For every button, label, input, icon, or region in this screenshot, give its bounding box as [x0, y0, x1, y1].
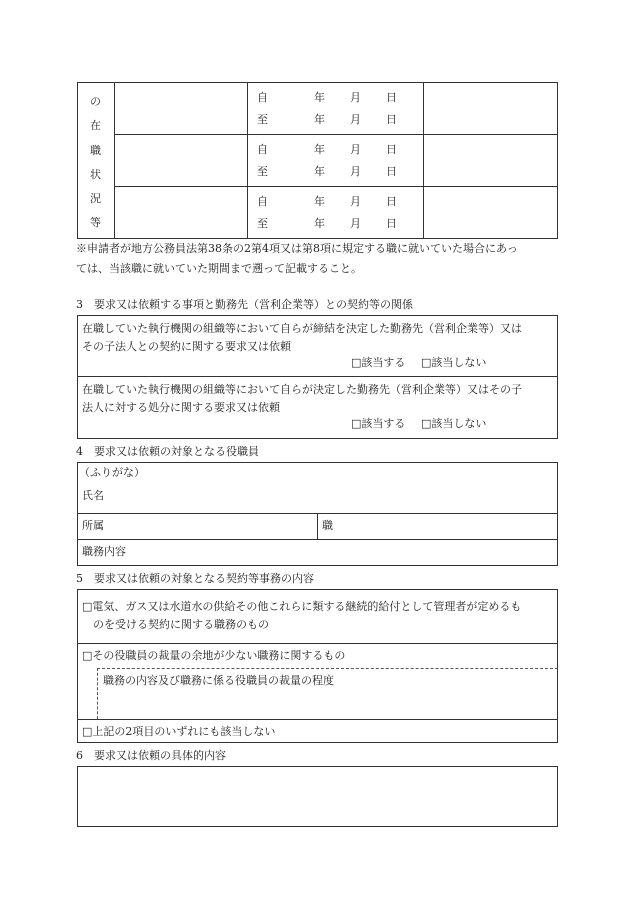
note-line: ては、当該職に就いていた期間まで遡って記載すること。 [76, 262, 362, 275]
from-day: 日 [386, 91, 397, 104]
from-month: 月 [350, 91, 361, 104]
from-day: 日 [386, 195, 397, 208]
utility-contract-text: のを受ける契約に関する職務のもの [93, 618, 269, 631]
contract-item-text: その子法人との契約に関する要求又は依頼 [82, 340, 291, 353]
to-year: 年 [314, 113, 325, 126]
to-year: 年 [314, 217, 325, 230]
vertical-label-char: 状 [90, 168, 101, 181]
section-4-title: 4 要求又は依頼の対象となる役職員 [76, 445, 259, 458]
name-label: 氏名 [82, 489, 104, 502]
duties-label: 職務内容 [82, 545, 126, 558]
affiliation-label: 所属 [82, 519, 104, 532]
to-day: 日 [386, 113, 397, 126]
to-month: 月 [350, 217, 361, 230]
vertical-label-char: 在 [90, 119, 101, 132]
from-label: 自 [257, 143, 268, 156]
furigana-label: （ふりがな） [79, 466, 145, 479]
table-col-divider [114, 82, 115, 239]
detail-box-border [97, 668, 558, 669]
from-label: 自 [257, 91, 268, 104]
section-6-title: 6 要求又は依頼の具体的内容 [76, 749, 226, 762]
from-label: 自 [257, 195, 268, 208]
from-month: 月 [350, 195, 361, 208]
specific-content-field[interactable] [77, 766, 558, 827]
note-line: ※申請者が地方公務員法第38条の2第4項又は第8項に規定する職に就いていた場合にあっ [76, 242, 518, 255]
table-col-divider [247, 82, 248, 239]
from-year: 年 [314, 143, 325, 156]
table-row-divider [114, 134, 558, 135]
to-day: 日 [386, 165, 397, 178]
detail-box-border [97, 668, 98, 719]
table-row-divider [77, 539, 558, 540]
to-label: 至 [257, 165, 268, 178]
position-label: 職 [322, 519, 333, 532]
table-col-divider [317, 513, 318, 539]
not-applies-checkbox[interactable]: □該当しない [421, 417, 487, 430]
from-month: 月 [350, 143, 361, 156]
duties-discretion-label: 職務の内容及び職務に係る役職員の裁量の程度 [103, 674, 334, 687]
table-row-divider [114, 186, 558, 187]
utility-contract-checkbox[interactable]: □電気、ガス又は水道水の供給その他これらに類する継続的給付として管理者が定めるも [82, 600, 522, 613]
from-year: 年 [314, 91, 325, 104]
applies-checkbox[interactable]: □該当する [351, 356, 406, 369]
vertical-label-char: 等 [90, 216, 101, 229]
low-discretion-checkbox[interactable]: □その役職員の裁量の余地が少ない職務に関するもの [82, 649, 346, 662]
vertical-label-char: 職 [90, 144, 101, 157]
to-year: 年 [314, 165, 325, 178]
disposition-item-text: 法人に対する処分に関する要求又は依頼 [82, 401, 280, 414]
none-applies-checkbox[interactable]: □上記の2項目のいずれにも該当しない [82, 725, 276, 738]
disposition-item-text: 在職していた執行機関の組織等において自らが決定した勤務先（営利企業等）又はその子 [82, 383, 522, 396]
not-applies-checkbox[interactable]: □該当しない [421, 356, 487, 369]
to-month: 月 [350, 113, 361, 126]
to-label: 至 [257, 113, 268, 126]
table-row-divider [77, 643, 558, 644]
contract-item-text: 在職していた執行機関の組織等において自らが締結を決定した勤務先（営利企業等）又は [82, 322, 522, 335]
from-day: 日 [386, 143, 397, 156]
table-col-divider [423, 82, 424, 239]
from-year: 年 [314, 195, 325, 208]
table-row-divider [77, 376, 558, 377]
vertical-label-char: の [90, 95, 101, 108]
to-label: 至 [257, 217, 268, 230]
applies-checkbox[interactable]: □該当する [351, 417, 406, 430]
section-3-title: 3 要求又は依頼する事項と勤務先（営利企業等）との契約等の関係 [76, 298, 413, 311]
section-5-title: 5 要求又は依頼の対象となる契約等事務の内容 [76, 572, 314, 585]
to-month: 月 [350, 165, 361, 178]
vertical-label-char: 況 [90, 192, 101, 205]
to-day: 日 [386, 217, 397, 230]
employment-status-table [77, 82, 558, 239]
table-row-divider [77, 719, 558, 720]
